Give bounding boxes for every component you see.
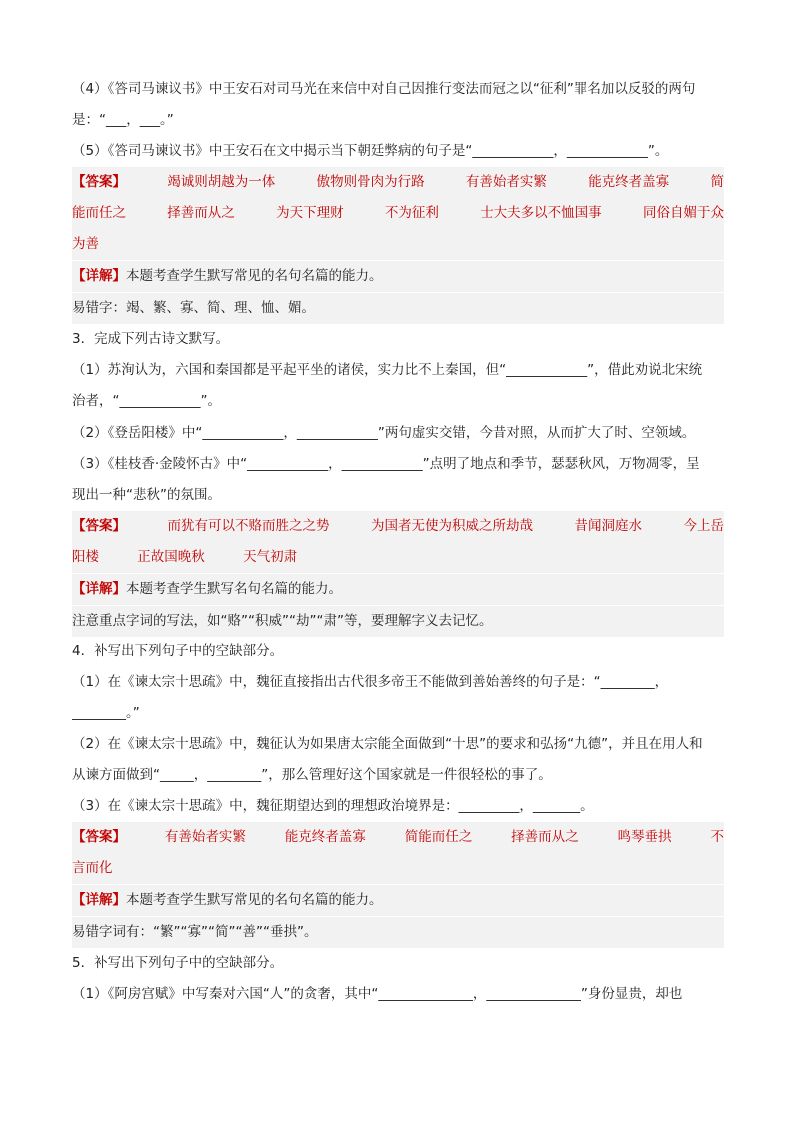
- answer-item: 阳楼: [72, 549, 99, 565]
- answer-item: 有善始者实繁: [164, 829, 246, 845]
- detail-row: [72, 884, 724, 916]
- q3-item2-line: （2）《登岳阳楼》中“____________，____________”两句虚实交错，今昔对照，从而扩大了时、空领域。: [72, 425, 696, 441]
- answer-item: 同俗自媚于众: [642, 205, 724, 221]
- answer-row: [72, 511, 724, 542]
- note-text: 易错字：竭、繁、寡、简、理、恤、媚。: [72, 300, 315, 316]
- answer-block-2: [72, 167, 724, 324]
- answer-item: 傲物则骨肉为行路: [316, 174, 425, 190]
- note-row: [72, 916, 724, 948]
- answer-item: 竭诚则胡越为一体: [167, 174, 276, 190]
- q4-item2-line2: 从谏方面做到“_____，________”，那么管理好这个国家就是一件很轻松的事了。: [72, 767, 552, 783]
- q2-item4-line2: 是：“___，___。”: [72, 112, 174, 128]
- answer-item: 昔闻洞庭水: [574, 518, 642, 534]
- answer-item: 为天下理财: [276, 205, 344, 221]
- answer-row: [72, 229, 724, 260]
- detail-tag: 【详解】: [72, 268, 126, 284]
- detail-tag: 【详解】: [72, 581, 126, 597]
- answer-tag: 【答案】: [72, 829, 126, 845]
- answer-item: 能克终者盖寡: [588, 174, 670, 190]
- note-row: [72, 292, 724, 324]
- answer-row: [72, 198, 724, 229]
- answer-item: 不为征利: [384, 205, 439, 221]
- answer-block-4: [72, 822, 724, 948]
- answer-item: 今上岳: [683, 518, 724, 534]
- q3-item3-line1: （3）《桂枝香·金陵怀古》中“____________，____________”点明了地点和季节，瑟瑟秋风，万物凋零，呈: [72, 456, 700, 472]
- q3-item3-line2: 现出一种“悲秋”的氛围。: [72, 487, 221, 503]
- answer-item: 择善而从之: [511, 829, 579, 845]
- answer-tag: 【答案】: [72, 174, 126, 190]
- answer-item: 择善而从之: [167, 205, 235, 221]
- note-text: 注意重点字词的写法，如“赂”“积威”“劫”“肃”等，要理解字义去记忆。: [72, 613, 493, 629]
- answer-row: [72, 822, 724, 853]
- answer-item: 能而任之: [72, 205, 126, 221]
- note-text: 易错字词有：“繁”“寡”“简”“善”“垂拱”。: [72, 924, 318, 940]
- answer-row: [72, 853, 724, 884]
- note-row: [72, 605, 724, 637]
- q5-title: 5．补写出下列句子中的空缺部分。: [72, 955, 284, 971]
- q4-title: 4．补写出下列句子中的空缺部分。: [72, 643, 284, 659]
- q4-item3-line: （3）在《谏太宗十思疏》中，魏征期望达到的理想政治境界是：_________，_______。: [72, 798, 594, 814]
- answer-item: 有善始者实繁: [465, 174, 547, 190]
- answer-item: 简: [710, 174, 724, 190]
- answer-item: 简能而任之: [404, 829, 473, 845]
- answer-item: 鸣琴垂拱: [617, 829, 672, 845]
- detail-tag: 【详解】: [72, 892, 126, 908]
- q3-item1-line1: （1）苏洵认为，六国和秦国都是平起平坐的诸侯，实力比不上秦国，但“____________”，借此劝说北宋统: [72, 362, 703, 378]
- q3-title: 3．完成下列古诗文默写。: [72, 331, 230, 347]
- answer-item: 不: [710, 829, 724, 845]
- detail-row: [72, 573, 724, 605]
- answer-tag: 【答案】: [72, 518, 126, 534]
- q2-item4-line1: （4）《答司马谏议书》中王安石对司马光在来信中对自己因推行变法而冠之以“征利”罪名加以反驳的两句: [72, 81, 696, 97]
- q3-item1-line2: 治者，“____________”。: [72, 393, 221, 409]
- q2-item5-line: （5）《答司马谏议书》中王安石在文中揭示当下朝廷弊病的句子是“____________，____________”。: [72, 143, 669, 159]
- answer-row: [72, 167, 724, 198]
- detail-text: 本题考查学生默写名句名篇的能力。: [126, 581, 342, 597]
- answer-item: 士大夫多以不恤国事: [480, 205, 602, 221]
- detail-text: 本题考查学生默写常见的名句名篇的能力。: [126, 892, 383, 908]
- answer-item: 天气初肃: [243, 549, 298, 565]
- q4-item1-line2: ________。”: [72, 705, 140, 721]
- answer-item: 能克终者盖寡: [284, 829, 366, 845]
- answer-item: 为国者无使为积威之所劫哉: [371, 518, 533, 534]
- q4-item2-line1: （2）在《谏太宗十思疏》中，魏征认为如果唐太宗能全面做到“十思”的要求和弘扬“九德”，并且在用人和: [72, 736, 703, 752]
- q5-item1-line1: （1）《阿房宫赋》中写秦对六国“人”的贪奢，其中“______________，______________”身份显贵，却也: [72, 986, 683, 1002]
- detail-text: 本题考查学生默写常见的名句名篇的能力。: [126, 268, 383, 284]
- answer-item: 正故国晚秋: [137, 549, 205, 565]
- answer-item: 而犹有可以不赂而胜之之势: [167, 518, 330, 534]
- answer-row: [72, 542, 724, 573]
- answer-block-3: [72, 511, 724, 637]
- answer-item: 言而化: [72, 860, 113, 876]
- answer-item: 为善: [72, 236, 99, 252]
- q4-item1-line1: （1）在《谏太宗十思疏》中，魏征直接指出古代很多帝王不能做到善始善终的句子是：“________，: [72, 674, 669, 690]
- detail-row: [72, 260, 724, 292]
